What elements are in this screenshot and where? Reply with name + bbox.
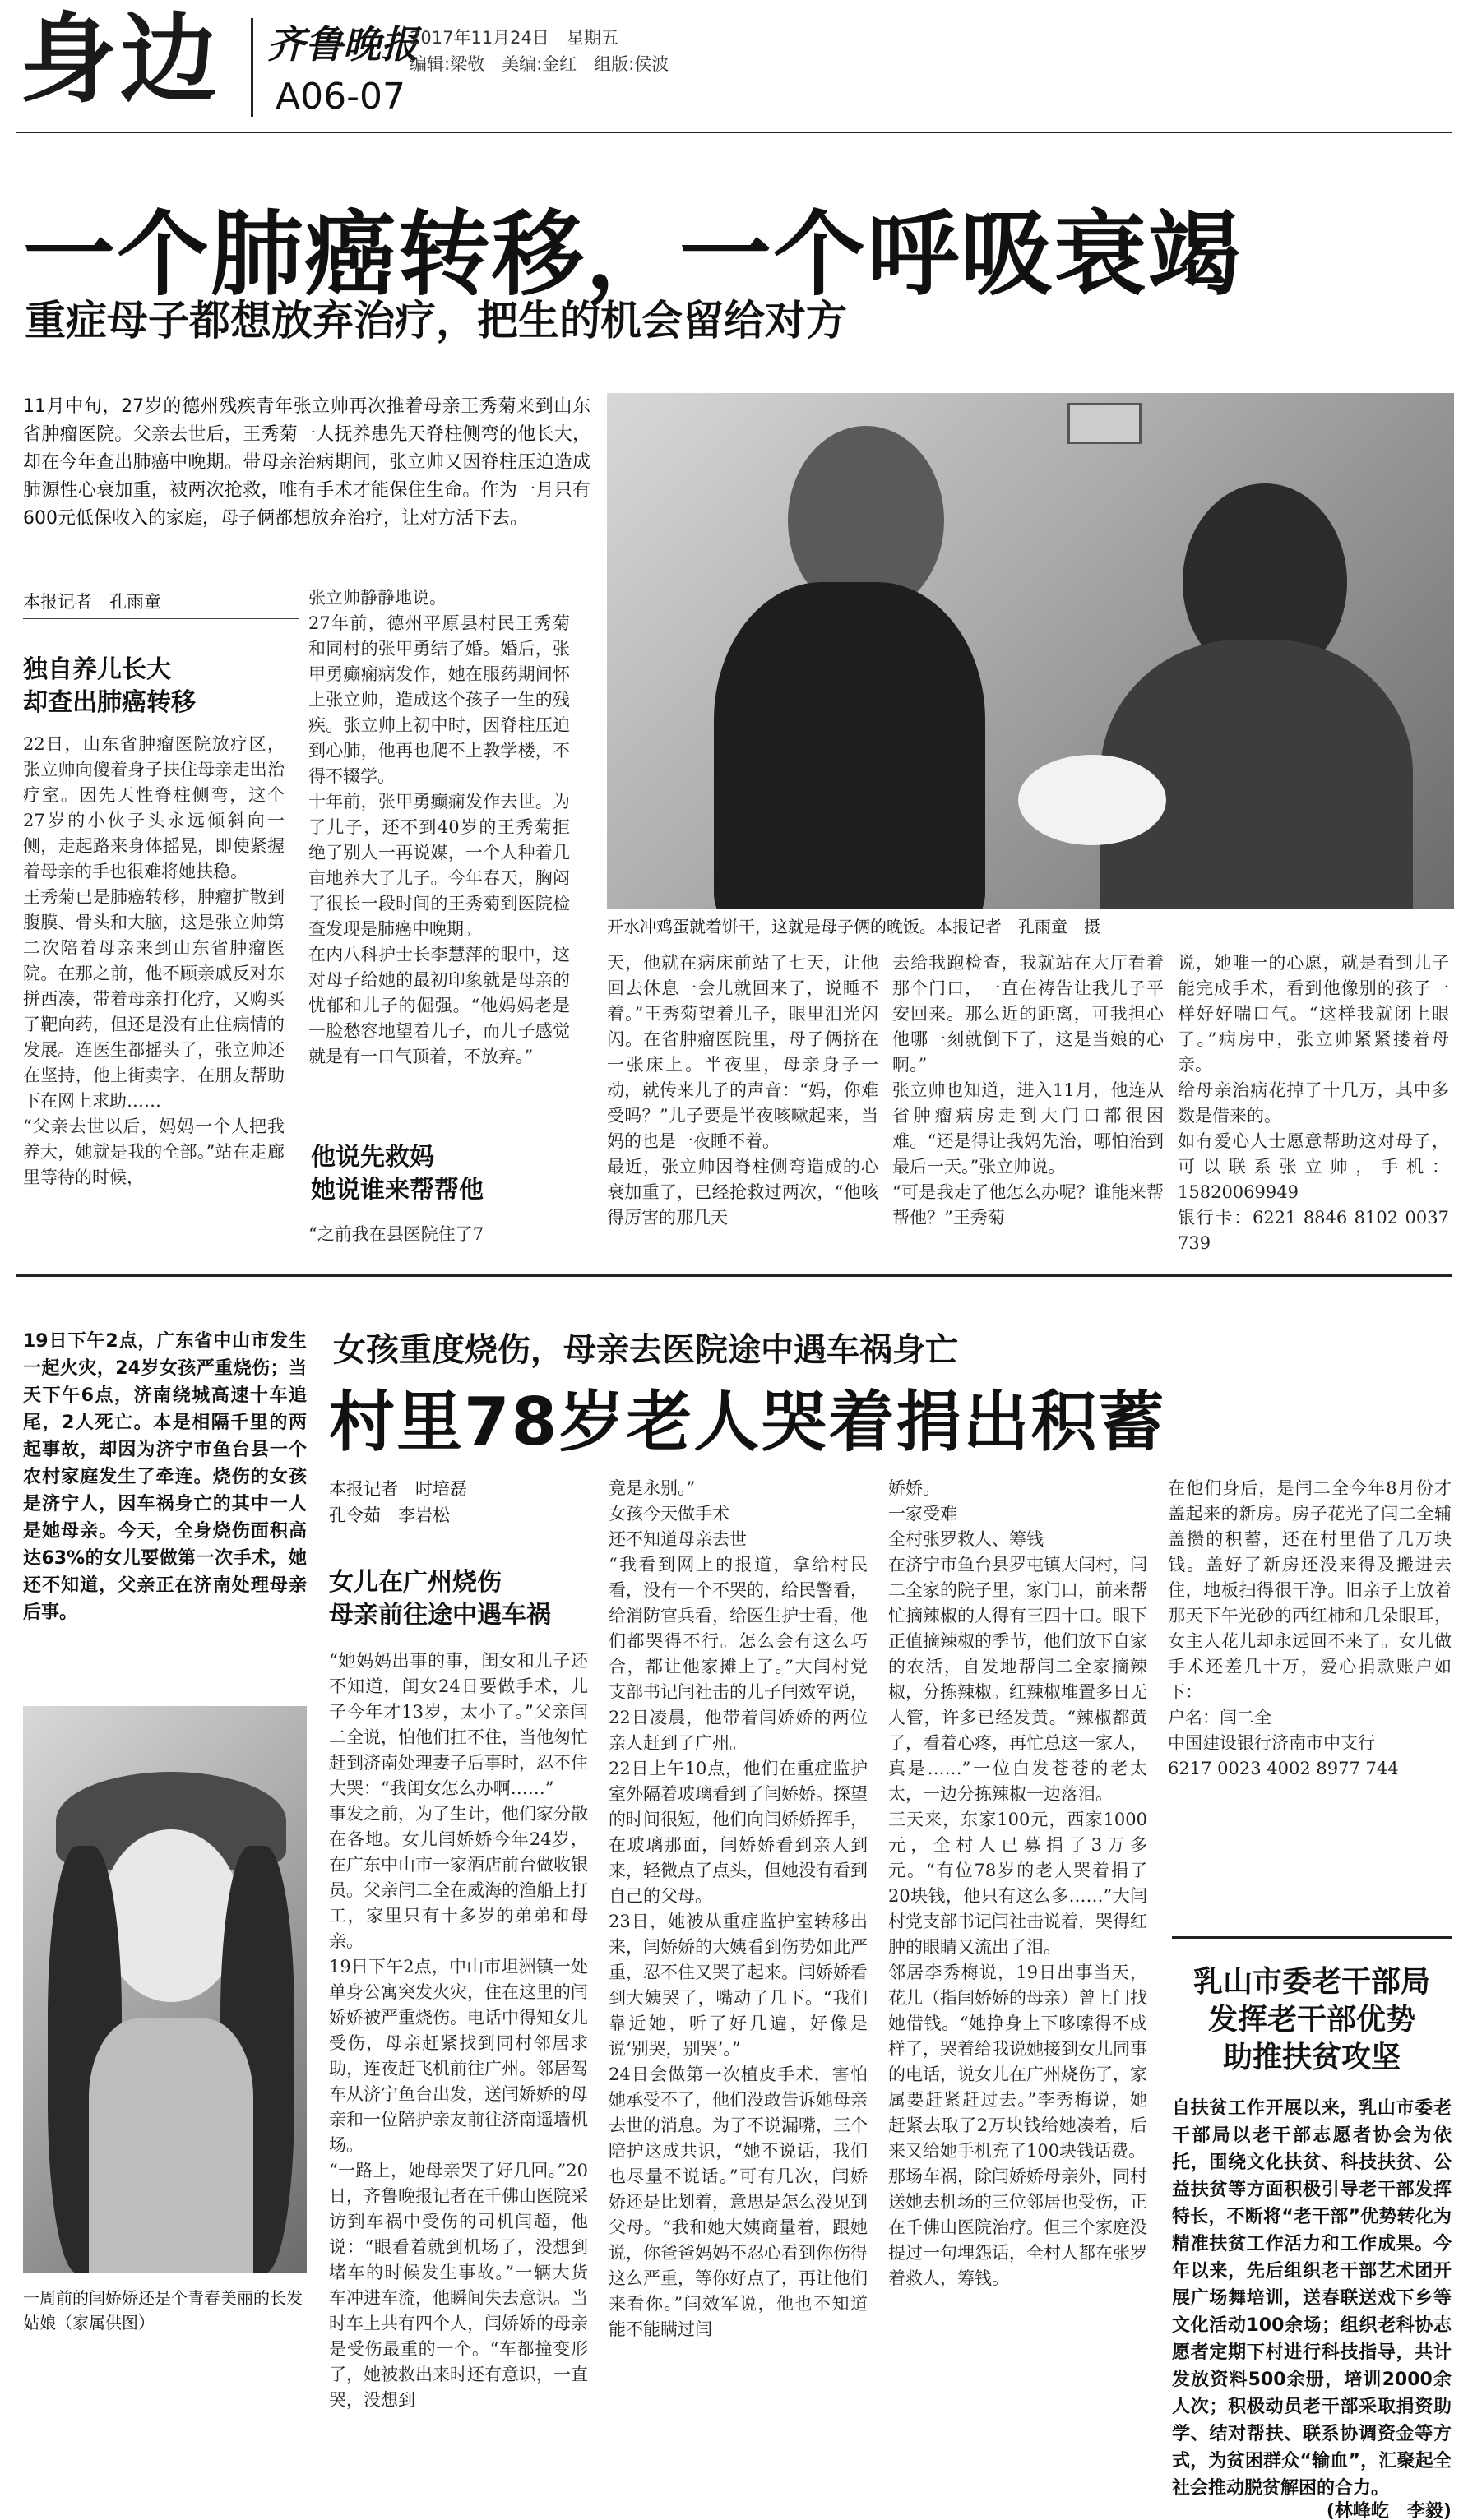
story1-lead: 11月中旬，27岁的德州残疾青年张立帅再次推着母亲王秀菊来到山东省肿瘤医院。父亲去世后，王秀菊一人抚养患先天脊柱侧弯的他长大，却在今年查出肺癌中晚期。带母亲治病期间，张立帅又因脊柱压迫造成肺源性心衰加重，被两次抢救，唯有手术才能保住生命。作为一月只有600元低保收入的家庭，母子俩都想放弃治疗，让对方活下去。	[23, 396, 590, 529]
newspaper-logo: 齐鲁晚报	[267, 22, 419, 67]
story2-brief: 19日下午2点，广东省中山市发生一起火灾，24岁女孩严重烧伤；当天下午6点，济南绕城高速十车追尾，2人死亡。本是相隔千里的两起事故，却因为济宁市鱼台县一个农村家庭发生了牵连。烧伤的女孩是济宁人，因车祸身亡的其中一人是她母亲。今天，全身烧伤面积高达63%的女儿要做第一次手术，她还不知道，父亲正在济南处理母亲后事。	[23, 1331, 307, 1623]
story2-kicker: 女孩重度烧伤，母亲去医院途中遇车祸身亡	[333, 1331, 958, 1369]
news-box	[1172, 1936, 1452, 2520]
story1-subheadline: 重症母子都想放弃治疗，把生的机会留给对方	[25, 297, 847, 344]
page-number: A06-07	[276, 76, 405, 118]
story1-subhead-1: 独自养儿长大 却查出肺癌转移	[23, 655, 196, 717]
story1-column-5: 说，她唯一的心愿，就是看到儿子能完成手术，看到他像别的孩子一样好好喘口气。“这样我就闭上眼了。”病房中，张立帅紧紧搂着母亲。 给母亲治病花掉了十几万，其中多数是借来的。 如有爱心人士愿意帮助这对母子，可以联系张立帅，手机：15820069949 银行卡：6221 8846 8102 0037 739	[1178, 953, 1449, 1253]
story2-headline: 村里78岁老人哭着捐出积蓄	[329, 1384, 1166, 1460]
story1-photo-caption: 开水冲鸡蛋就着饼干，这就是母子俩的晚饭。本报记者 孔雨童 摄	[607, 917, 1100, 936]
news-box-credit: (林峰屹 李毅)	[1326, 2501, 1452, 2520]
story1-column-4: 去给我跑检查，我就站在大厅看着那个门口，一直在祷告让我儿子平安回来。那么近的距离，可我担心他哪一刻就倒下了，这是当娘的心啊。” 张立帅也知道，进入11月，他连从省肿瘤病房走到大门口都很困难。“还是得让我妈先治，哪怕治到最后一天。”张立帅说。 “可是我走了他怎么办呢？谁能来帮帮他？”王秀菊	[892, 953, 1164, 1228]
story1-column-2-tail: “之前我在县医院住了7	[308, 1224, 484, 1244]
story1-headline: 一个肺癌转移，一个呼吸衰竭	[23, 201, 1242, 308]
mother-son-photo	[607, 393, 1454, 909]
story-divider	[16, 1274, 1452, 1277]
story2-column-1: “她妈妈出事的事，闺女和儿子还不知道，闺女24日要做手术，儿子今年才13岁，太小了。”父亲闫二全说，怕他们扛不住，当他匆忙赶到济南处理妻子后事时，忍不住大哭：“我闺女怎么办啊……” 事发之前，为了生计，他们家分散在各地。女儿闫娇娇今年24岁，在广东中山市一家酒店前台做收银员。父亲闫二全在威海的渔船上打工，家里只有十多岁的弟弟和母亲。 19日下午2点，中山市坦洲镇一处单身公寓突发火灾，住在这里的闫娇娇被严重烧伤。电话中得知女儿受伤，母亲赶紧找到同村邻居求助，连夜赶飞机前往广州。邻居驾车从济宁鱼台出发，送闫娇娇的母亲和一位陪护亲友前往济南遥墙机场。 “一路上，她母亲哭了好几回。”20日，齐鲁晚报记者在千佛山医院采访到车祸中受伤的司机闫超，他说：“眼看着就到机场了，没想到堵车的时候发生事故。”一辆大货车冲进车流，他瞬间失去意识。当时车上共有四个人，闫娇娇的母亲是受伤最重的一个。“车都撞变形了，她被救出来时还有意识，一直哭，没想到	[329, 1651, 588, 2410]
date-line: 2017年11月24日 星期五	[410, 28, 618, 48]
editor-line: 编辑:梁敬 美编:金红 组版:侯波	[410, 54, 669, 74]
story1-column-3: 天，他就在病床前站了七天，让他回去休息一会儿就回来了，说睡不着。”王秀菊望着儿子，眼里泪光闪闪。在省肿瘤医院里，母子俩挤在一张床上。半夜里，母亲身子一动，就传来儿子的声音：“妈，你难受吗？”儿子要是半夜咳嗽起来，当妈的也是一夜睡不着。 最近，张立帅因脊柱侧弯造成的心衰加重了，已经抢救过两次，“他咳得厉害的那几天	[607, 953, 878, 1228]
story1-byline: 本报记者 孔雨童	[23, 592, 161, 612]
masthead-rule	[16, 132, 1452, 133]
news-box-title: 乳山市委老干部局 发挥老干部优势 助推扶贫攻坚	[1192, 1965, 1430, 2074]
masthead-divider	[251, 18, 253, 117]
story1-column-2: 张立帅静静地说。 27年前，德州平原县村民王秀菊和同村的张甲勇结了婚。婚后，张甲勇癫痫病发作，她在服药期间怀上张立帅，造成这个孩子一生的残疾。张立帅上初中时，因脊柱压迫到心肺，他再也爬不上教学楼，不得不辍学。 十年前，张甲勇癫痫发作去世。为了儿子，还不到40岁的王秀菊拒绝了别人一再说媒，一个人种着几亩地养大了儿子。今年春天，胸闷了很长一段时间的王秀菊到医院检查发现是肺癌中晚期。 在内八科护士长李慧萍的眼中，这对母子给她的最初印象就是母亲的忧郁和儿子的倔强。“他妈妈老是一脸愁容地望着儿子，而儿子感觉就是有一口气顶着，不放弃。”	[308, 588, 570, 1066]
story2-column-4: 在他们身后，是闫二全今年8月份才盖起来的新房。房子花光了闫二全辅盖攒的积蓄，还在村里借了几万块钱。盖好了新房还没来得及搬进去住，地板扫得很干净。旧亲子上放着那天下午光砂的西红柿和几朵眼耳，女主人花儿却永远回不来了。女儿做手术还差几十万，爱心捐款账户如下： 户名：闫二全 中国建设银行济南市中支行 6217 0023 4002 8977 744	[1168, 1478, 1452, 1778]
section-name: 身边	[20, 2, 221, 116]
story2-column-2: 竟是永别。” 女孩今天做手术 还不知道母亲去世 “我看到网上的报道，拿给村民看，没有一个不哭的，给民警看，给消防官兵看，给医生护士看，他们都哭得不行。怎么会有这么巧合，都让他家摊上了。”大闫村党支部书记闫社击的儿子闫效军说，22日凌晨，他带着闫娇娇的两位亲人赶到了广州。 22日上午10点，他们在重症监护室外隔着玻璃看到了闫娇娇。探望的时间很短，他们向闫娇娇挥手，在玻璃那面，闫娇娇看到亲人到来，轻微点了点头，但她没有看到自己的父母。 23日，她被从重症监护室转移出来，闫娇娇的大姨看到伤势如此严重，忍不住又哭了起来。闫娇娇看到大姨哭了，嘴动了几下。“我们靠近她，听了好几遍，好像是说‘别哭，别哭’。” 24日会做第一次植皮手术，害怕她承受不了，他们没敢告诉她母亲去世的消息。为了不说漏嘴，三个陪护这成共识，“她不说话，我们也尽量不说话。”可有几次，闫娇娇还是比划着，意思是怎么没见到父母。“我和她大姨商量着，跟她说，你爸爸妈妈不忍心看到你伤得这么严重，等你好点了，再让他们来看你。”闫效军说，他也不知道能不能瞒过闫	[609, 1478, 868, 2339]
girl-photo	[23, 1706, 307, 2273]
story2-column-3: 娇娇。 一家受难 全村张罗救人、筹钱 在济宁市鱼台县罗屯镇大闫村，闫二全家的院子里，家门口，前来帮忙摘辣椒的人得有三四十口。眼下正值摘辣椒的季节，他们放下自家的农活，自发地帮闫二全家摘辣椒，分拣辣椒。红辣椒堆置多日无人管，许多已经发黄。“辣椒都黄了，看着心疼，再忙总这一家人，真是……”一位白发苍苍的老太太，一边分拣辣椒一边落泪。 三天来，东家100元，西家1000元，全村人已募捐了3万多元。“有位78岁的老人哭着捐了20块钱，他只有这么多……”大闫村党支部书记闫社击说着，哭得红肿的眼睛又流出了泪。 邻居李秀梅说，19日出事当天，花儿（指闫娇娇的母亲）曾上门找她借钱。“她挣身上下哆嗦得不成样了，哭着给我说她接到女儿同事的电话，说女儿在广州烧伤了，家属要赶紧赶过去。”李秀梅说，她赶紧去取了2万块钱给她凑着，后来又给她手机充了100块钱话费。 那场车祸，除闫娇娇母亲外，同村送她去机场的三位邻居也受伤，正在千佛山医院治疗。但三个家庭没提过一句埋怨话，全村人都在张罗着救人，筹钱。	[888, 1478, 1147, 2288]
byline-rule	[23, 618, 299, 619]
story2-byline: 本报记者 时培磊 孔令茹 李岩松	[329, 1479, 467, 1525]
story2-photo-caption: 一周前的闫娇娇还是个青春美丽的长发姑娘（家属供图）	[23, 2288, 303, 2333]
story1-column-1: 22日，山东省肿瘤医院放疗区，张立帅向傻着身子扶住母亲走出治疗室。因先天性脊柱侧弯，这个27岁的小伙子头永远倾斜向一侧，走起路来身体摇晃，即使紧握着母亲的手也很难将她扶稳。 王秀菊已是肺癌转移，肿瘤扩散到腹膜、骨头和大脑，这是张立帅第二次陪着母亲来到山东省肿瘤医院。在那之前，他不顾亲戚反对东拼西凑，带着母亲打化疗，又购买了靶向药，但还是没有止住病情的发展。连医生都摇头了，张立帅还在坚持，他上街卖字，在朋友帮助下在网上求助…… “父亲去世以后，妈妈一个人把我养大，她就是我的全部。”站在走廊里等待的时候，	[23, 734, 285, 1187]
story1-subhead-2: 他说先救妈 她说谁来帮帮他	[311, 1143, 484, 1205]
story2-subhead-1: 女儿在广州烧伤 母亲前往途中遇车祸	[329, 1568, 551, 1630]
news-box-body: 自扶贫工作开展以来，乳山市委老干部局以老干部志愿者协会为依托，围绕文化扶贫、科技扶贫、公益扶贫等方面积极引导老干部发挥特长，不断将“老干部”优势转化为精准扶贫工作活力和工作成果。今年以来，先后组织老干部艺术团开展广场舞培训，送春联送戏下乡等文化活动100余场；组织老科协志愿者定期下村进行科技指导，共计发放资料500余册，培训2000余人次；积极动员老干部采取捐资助学、结对帮扶、联系协调资金等方式，为贫困群众“输血”，汇聚起全社会推动脱贫解困的合力。	[1172, 2098, 1452, 2498]
